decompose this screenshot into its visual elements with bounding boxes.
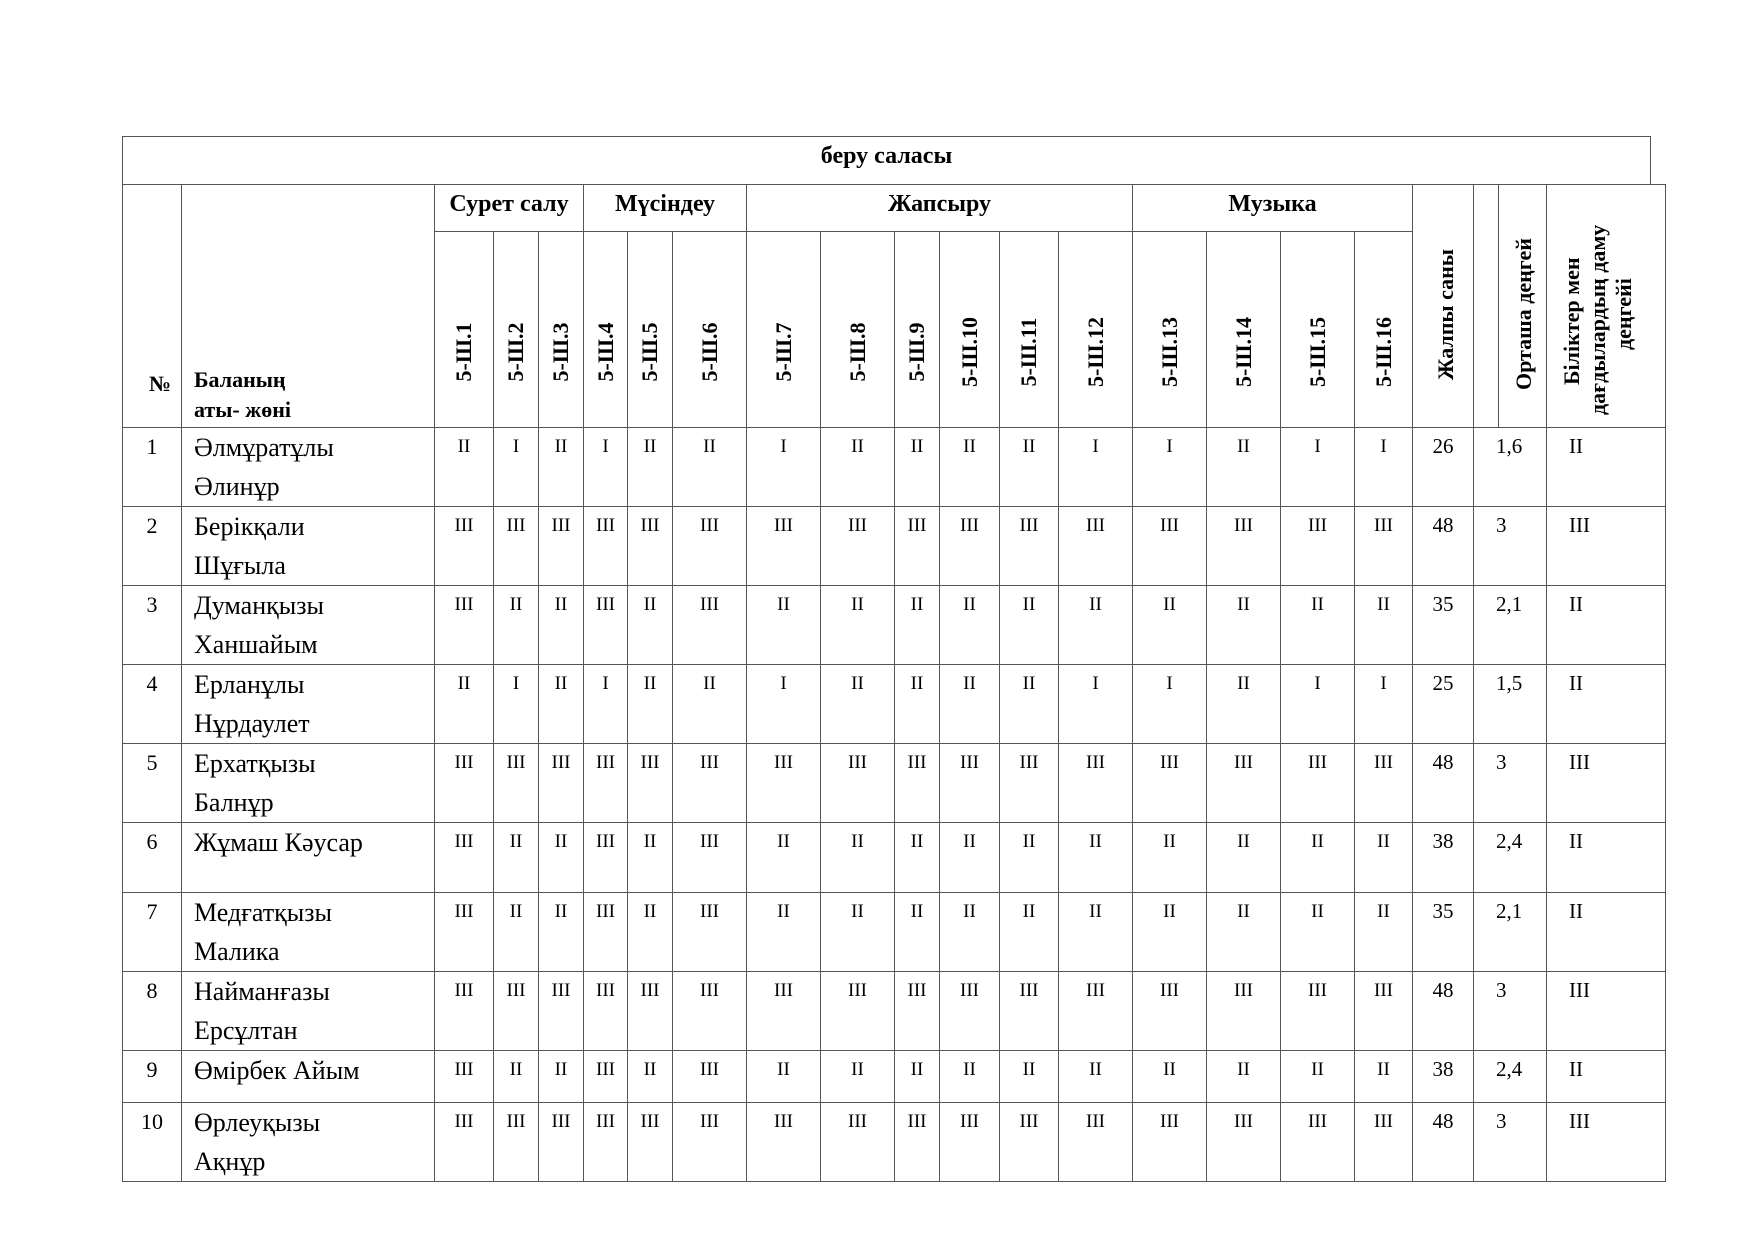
skill-value: III — [940, 972, 1000, 1051]
child-name-line2: Ақнұр — [194, 1147, 266, 1176]
skill-value: III — [895, 972, 940, 1051]
skill-value: I — [1059, 665, 1133, 744]
level-value: II — [1547, 893, 1666, 972]
skill-value: II — [1355, 893, 1413, 972]
row-number: 7 — [123, 893, 182, 972]
skill-value: III — [821, 1103, 895, 1182]
header-row-groups — [123, 185, 1666, 232]
skill-value: II — [1355, 823, 1413, 893]
skill-value: III — [628, 972, 673, 1051]
blank-header — [1474, 185, 1499, 428]
skill-value: II — [940, 586, 1000, 665]
row-number: 4 — [123, 665, 182, 744]
skill-value: III — [539, 1103, 584, 1182]
skill-header — [895, 232, 940, 428]
skill-value: III — [940, 507, 1000, 586]
average-value: 2,4 — [1474, 1051, 1547, 1103]
total-value: 38 — [1413, 823, 1474, 893]
skill-value: III — [821, 744, 895, 823]
total-header — [1413, 185, 1474, 428]
skill-value: I — [1355, 665, 1413, 744]
child-name-line2: Шұғыла — [194, 551, 286, 580]
skill-value: III — [584, 972, 628, 1051]
skill-value: II — [539, 823, 584, 893]
skill-value: III — [435, 893, 494, 972]
skill-value: II — [539, 1051, 584, 1103]
table-row — [123, 428, 1666, 507]
level-header-line3: деңгейі — [1611, 278, 1636, 350]
skill-header-label: 5-Ш.2 — [503, 322, 528, 382]
skill-value: III — [435, 586, 494, 665]
skill-value: III — [1207, 972, 1281, 1051]
skill-value: III — [1133, 1103, 1207, 1182]
child-name — [182, 507, 435, 586]
level-value: III — [1547, 972, 1666, 1051]
skill-value: II — [1207, 586, 1281, 665]
skill-value: II — [747, 893, 821, 972]
level-value: II — [1547, 665, 1666, 744]
row-number: 10 — [123, 1103, 182, 1182]
skill-value: II — [1133, 823, 1207, 893]
skill-value: III — [895, 1103, 940, 1182]
skill-header — [628, 232, 673, 428]
skill-value: III — [673, 823, 747, 893]
skill-value: I — [1133, 428, 1207, 507]
child-name-line2: Әлинұр — [194, 472, 280, 501]
skill-value: II — [628, 1051, 673, 1103]
total-value: 26 — [1413, 428, 1474, 507]
level-value: III — [1547, 507, 1666, 586]
skill-header — [1133, 232, 1207, 428]
skill-value: III — [584, 744, 628, 823]
table-row — [123, 1103, 1666, 1182]
skill-value: I — [1355, 428, 1413, 507]
average-value: 2,4 — [1474, 823, 1547, 893]
skill-value: II — [1000, 586, 1059, 665]
child-name-line1: Найманғазы — [194, 977, 330, 1006]
skill-value: III — [821, 972, 895, 1051]
average-header-label: Орташа деңгей — [1511, 238, 1536, 390]
average-value: 3 — [1474, 972, 1547, 1051]
skill-value: II — [494, 586, 539, 665]
skill-header-label: 5-Ш.7 — [770, 322, 796, 382]
skill-value: II — [1059, 586, 1133, 665]
skill-value: III — [1355, 744, 1413, 823]
skill-value: III — [1133, 744, 1207, 823]
skill-value: II — [940, 893, 1000, 972]
skill-value: II — [895, 1051, 940, 1103]
average-value: 1,6 — [1474, 428, 1547, 507]
level-value: II — [1547, 823, 1666, 893]
child-name — [182, 893, 435, 972]
skill-value: III — [494, 507, 539, 586]
skill-value: II — [539, 893, 584, 972]
row-number: 5 — [123, 744, 182, 823]
skill-value: II — [940, 428, 1000, 507]
skill-value: III — [1059, 972, 1133, 1051]
name-header — [182, 185, 435, 428]
child-name-line1: Әлмұратұлы — [194, 433, 334, 462]
average-value: 2,1 — [1474, 586, 1547, 665]
skill-value: II — [1133, 1051, 1207, 1103]
table-row — [123, 1051, 1666, 1103]
skill-value: II — [747, 586, 821, 665]
skill-value: III — [539, 507, 584, 586]
skill-value: III — [584, 1103, 628, 1182]
child-name — [182, 586, 435, 665]
skill-value: III — [435, 507, 494, 586]
row-number: 3 — [123, 586, 182, 665]
child-name — [182, 972, 435, 1051]
skill-header — [1000, 232, 1059, 428]
skill-value: III — [584, 823, 628, 893]
level-value: II — [1547, 586, 1666, 665]
skill-header-label: 5-Ш.14 — [1230, 317, 1256, 387]
child-name — [182, 1103, 435, 1182]
skill-value: I — [1133, 665, 1207, 744]
skill-value: III — [1059, 1103, 1133, 1182]
skill-value: II — [673, 428, 747, 507]
skill-value: II — [1133, 893, 1207, 972]
skill-value: III — [628, 744, 673, 823]
row-number: 1 — [123, 428, 182, 507]
child-name-line1: Жұмаш Кәусар — [194, 828, 363, 857]
skill-value: II — [1207, 428, 1281, 507]
skill-value: II — [539, 428, 584, 507]
skill-value: I — [584, 665, 628, 744]
skill-value: I — [1281, 428, 1355, 507]
skill-value: II — [895, 586, 940, 665]
skill-value: II — [747, 1051, 821, 1103]
skill-header — [1355, 232, 1413, 428]
child-name-line1: Берікқали — [194, 512, 305, 541]
skill-value: II — [628, 586, 673, 665]
skill-value: III — [1059, 744, 1133, 823]
skill-value: III — [435, 744, 494, 823]
skill-header — [821, 232, 895, 428]
skill-header-label: 5-Ш.6 — [696, 322, 722, 382]
total-value: 35 — [1413, 586, 1474, 665]
skill-value: II — [895, 428, 940, 507]
skill-value: II — [628, 823, 673, 893]
level-value: II — [1547, 1051, 1666, 1103]
skill-value: II — [821, 893, 895, 972]
skill-value: II — [895, 893, 940, 972]
skill-value: II — [1000, 1051, 1059, 1103]
total-header-label: Жалпы саны — [1433, 249, 1458, 380]
level-value: III — [1547, 1103, 1666, 1182]
skill-value: II — [494, 1051, 539, 1103]
assessment-table — [122, 184, 1666, 1182]
skill-value: II — [1207, 823, 1281, 893]
name-header-line2: аты- жөні — [194, 397, 291, 422]
level-header-line1: Біліктер мен — [1559, 257, 1584, 385]
skill-value: III — [494, 744, 539, 823]
skill-value: III — [673, 586, 747, 665]
row-number: 6 — [123, 823, 182, 893]
child-name — [182, 744, 435, 823]
child-name-line2: Балнұр — [194, 788, 274, 817]
child-name-line1: Думанқызы — [194, 591, 324, 620]
child-name-line2: Нұрдаулет — [194, 709, 310, 738]
skill-header-label: 5-Ш.3 — [548, 322, 573, 382]
table-row — [123, 665, 1666, 744]
skill-value: II — [1281, 586, 1355, 665]
skill-value: II — [539, 586, 584, 665]
skill-value: III — [435, 823, 494, 893]
average-value: 1,5 — [1474, 665, 1547, 744]
child-name — [182, 1051, 435, 1103]
skill-value: I — [747, 428, 821, 507]
child-name — [182, 823, 435, 893]
table-row — [123, 507, 1666, 586]
skill-value: III — [747, 744, 821, 823]
total-value: 35 — [1413, 893, 1474, 972]
skill-value: III — [1355, 972, 1413, 1051]
skill-value: III — [628, 1103, 673, 1182]
skill-header — [940, 232, 1000, 428]
skill-value: III — [539, 972, 584, 1051]
child-name-line1: Медғатқызы — [194, 898, 332, 927]
skill-value: II — [1281, 893, 1355, 972]
level-value: II — [1547, 428, 1666, 507]
skill-value: II — [1000, 893, 1059, 972]
skill-header — [673, 232, 747, 428]
skill-value: III — [1000, 1103, 1059, 1182]
total-value: 48 — [1413, 744, 1474, 823]
skill-value: III — [1207, 507, 1281, 586]
skill-value: II — [1000, 428, 1059, 507]
total-value: 48 — [1413, 507, 1474, 586]
skill-value: II — [940, 665, 1000, 744]
group-header: Сурет салу — [435, 185, 584, 232]
skill-value: III — [940, 1103, 1000, 1182]
name-header-line1: Баланың — [194, 367, 286, 392]
skill-header-label: 5-Ш.4 — [592, 322, 618, 382]
average-value: 3 — [1474, 744, 1547, 823]
skill-value: III — [895, 507, 940, 586]
skill-value: III — [895, 744, 940, 823]
child-name-line2: Ханшайым — [194, 630, 318, 659]
skill-value: III — [584, 586, 628, 665]
skill-value: II — [435, 428, 494, 507]
child-name-line2: Малика — [194, 937, 280, 966]
skill-header-label: 5-Ш.5 — [637, 322, 662, 382]
row-number: 8 — [123, 972, 182, 1051]
skill-value: III — [1207, 744, 1281, 823]
skill-value: II — [895, 665, 940, 744]
skill-value: III — [1281, 972, 1355, 1051]
skill-header — [539, 232, 584, 428]
child-name-line2: Ерсұлтан — [194, 1016, 298, 1045]
skill-header — [435, 232, 494, 428]
skill-value: III — [673, 507, 747, 586]
skill-value: II — [1207, 1051, 1281, 1103]
skill-value: III — [435, 1051, 494, 1103]
total-value: 48 — [1413, 1103, 1474, 1182]
skill-header-label: 5-Ш.1 — [451, 322, 476, 382]
skill-header — [747, 232, 821, 428]
skill-value: II — [821, 428, 895, 507]
skill-value: III — [1000, 972, 1059, 1051]
skill-value: III — [673, 1103, 747, 1182]
child-name — [182, 428, 435, 507]
skill-header — [494, 232, 539, 428]
skill-header — [584, 232, 628, 428]
table-title: беру саласы — [820, 143, 953, 169]
row-number: 9 — [123, 1051, 182, 1103]
skill-value: III — [673, 972, 747, 1051]
skill-header — [1059, 232, 1133, 428]
row-number: 2 — [123, 507, 182, 586]
skill-value: III — [1000, 507, 1059, 586]
skill-value: III — [821, 507, 895, 586]
skill-header-label: 5-Ш.13 — [1156, 317, 1182, 387]
skill-value: III — [435, 972, 494, 1051]
skill-value: III — [1000, 744, 1059, 823]
skill-value: II — [628, 665, 673, 744]
level-header-line2: дағдылардың даму — [1585, 224, 1610, 415]
skill-header — [1281, 232, 1355, 428]
skill-value: III — [584, 507, 628, 586]
title-row — [122, 136, 1651, 184]
skill-value: III — [747, 1103, 821, 1182]
skill-value: II — [1059, 893, 1133, 972]
skill-value: I — [1059, 428, 1133, 507]
average-header — [1499, 185, 1547, 428]
total-value: 48 — [1413, 972, 1474, 1051]
skill-value: II — [895, 823, 940, 893]
skill-value: III — [435, 1103, 494, 1182]
skill-value: II — [1000, 823, 1059, 893]
skill-value: II — [747, 823, 821, 893]
skill-value: II — [628, 428, 673, 507]
skill-value: I — [747, 665, 821, 744]
child-name-line1: Өрлеуқызы — [194, 1108, 321, 1137]
average-value: 3 — [1474, 507, 1547, 586]
skill-value: II — [1281, 1051, 1355, 1103]
skill-header-label: 5-Ш.16 — [1370, 317, 1396, 387]
skill-value: III — [1355, 1103, 1413, 1182]
number-header-label: № — [149, 371, 172, 396]
table-row — [123, 586, 1666, 665]
skill-value: II — [940, 823, 1000, 893]
skill-header-label: 5-Ш.15 — [1304, 317, 1330, 387]
skill-value: III — [628, 507, 673, 586]
child-name-line1: Өмірбек Айым — [194, 1056, 360, 1085]
skill-value: III — [1207, 1103, 1281, 1182]
skill-value: III — [1059, 507, 1133, 586]
skill-value: III — [747, 507, 821, 586]
skill-value: III — [584, 893, 628, 972]
skill-value: II — [1059, 823, 1133, 893]
level-header — [1547, 185, 1666, 428]
skill-value: III — [494, 1103, 539, 1182]
skill-value: III — [673, 1051, 747, 1103]
skill-value: II — [821, 823, 895, 893]
group-header: Музыка — [1133, 185, 1413, 232]
skill-header-label: 5-Ш.11 — [1016, 317, 1041, 387]
table-row — [123, 893, 1666, 972]
skill-value: I — [584, 428, 628, 507]
skill-value: III — [494, 972, 539, 1051]
skill-header-label: 5-Ш.9 — [904, 322, 929, 382]
skill-value: III — [1281, 507, 1355, 586]
group-header: Жапсыру — [747, 185, 1133, 232]
skill-value: II — [494, 823, 539, 893]
skill-value: II — [821, 586, 895, 665]
skill-value: II — [673, 665, 747, 744]
skill-value: II — [1133, 586, 1207, 665]
skill-value: II — [1355, 586, 1413, 665]
skill-value: II — [821, 665, 895, 744]
skill-value: III — [539, 744, 584, 823]
skill-header — [1207, 232, 1281, 428]
skill-value: I — [494, 428, 539, 507]
skill-value: I — [494, 665, 539, 744]
skill-value: III — [673, 744, 747, 823]
average-value: 3 — [1474, 1103, 1547, 1182]
child-name-line1: Ерхатқызы — [194, 749, 316, 778]
skill-value: III — [940, 744, 1000, 823]
skill-value: II — [435, 665, 494, 744]
number-header — [123, 185, 182, 428]
skill-value: III — [1355, 507, 1413, 586]
level-value: III — [1547, 744, 1666, 823]
total-value: 25 — [1413, 665, 1474, 744]
child-name-line1: Ерланұлы — [194, 670, 305, 699]
skill-value: III — [1133, 972, 1207, 1051]
skill-value: II — [1059, 1051, 1133, 1103]
group-header: Мүсіндеу — [584, 185, 747, 232]
skill-value: III — [673, 893, 747, 972]
table-row — [123, 972, 1666, 1051]
skill-value: II — [821, 1051, 895, 1103]
skill-value: II — [539, 665, 584, 744]
skill-value: II — [1000, 665, 1059, 744]
skill-value: III — [1281, 1103, 1355, 1182]
child-name — [182, 665, 435, 744]
skill-value: I — [1281, 665, 1355, 744]
skill-value: II — [494, 893, 539, 972]
skill-value: II — [1207, 665, 1281, 744]
skill-value: II — [1207, 893, 1281, 972]
skill-header-label: 5-Ш.12 — [1082, 317, 1108, 387]
skill-value: III — [1133, 507, 1207, 586]
skill-value: II — [1281, 823, 1355, 893]
average-value: 2,1 — [1474, 893, 1547, 972]
skill-value: II — [628, 893, 673, 972]
total-value: 38 — [1413, 1051, 1474, 1103]
skill-value: II — [1355, 1051, 1413, 1103]
skill-value: II — [940, 1051, 1000, 1103]
skill-value: III — [584, 1051, 628, 1103]
table-row — [123, 823, 1666, 893]
skill-value: III — [1281, 744, 1355, 823]
skill-header-label: 5-Ш.8 — [844, 322, 870, 382]
skill-header-label: 5-Ш.10 — [956, 317, 982, 387]
table-row — [123, 744, 1666, 823]
skill-value: III — [747, 972, 821, 1051]
